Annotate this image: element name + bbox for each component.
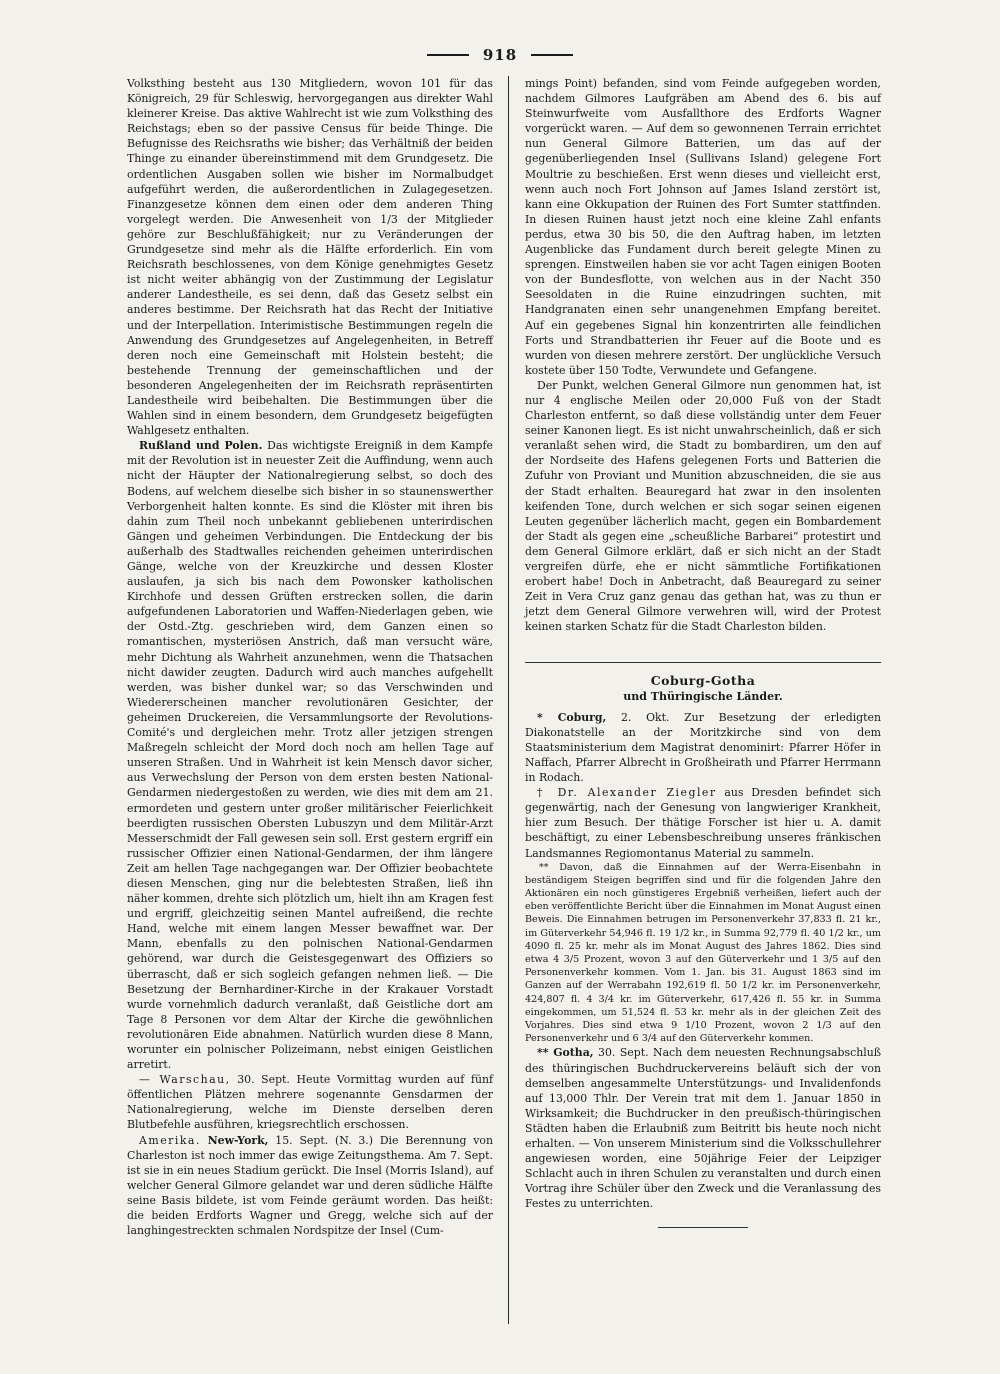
article-gotha-text: 30. Sept. Nach dem neuesten Rechnungsabschluß des thüringischen Buchdruckervereins beläuft sich der von demselben angesammelte Unterstützungs- und Invalidenfonds auf 13,000 Thlr. Der Verein trat mit dem 1. Januar 1850 in Wirksamkeit; die Buchdrucker in den preußisch-thüringischen Städten haben die Erlaubniß zum Beitritt bis heute noch nicht erhalten. — Von unserem Ministerium sind die Volksschullehrer angewiesen worden, eine 50jährige Feier der Leipziger Schlacht auch in ihren Schulen zu veranstalten und durch einen Vortrag ihre Schüler über den Zweck und die Veranlassung des Festes zu unterrichten. [525,1046,881,1211]
section-heading-america: Amerika. [139,1133,201,1147]
dateline-warsaw: — Warschau, [139,1073,231,1087]
section-heading-russia-poland: Rußland und Polen. [139,439,263,453]
right-column [525,76,881,1228]
article-warsaw-text: Heute Vormittag wurden auf fünf öffentlichen Plätzen mehrere sogenannte Gensdarmen der Nationalregierung, welche im Dienste derselben deren Blutbefehle ausführen, kriegsrechtlich erschossen. [127,1073,494,1132]
article-warsaw [127,1072,493,1132]
article-charleston: Der Punkt, welchen General Gilmore nun genommen hat, ist nur 4 englische Meilen oder 20,000 Fuß von der Stadt Charleston entfernt, so daß diese vollständig unter dem Feuer seiner Kanonen liegt. Es ist nicht unwahrscheinlich, daß er sich veranlaßt sehen wird, die Stadt zu bombardiren, um den auf der Nordseite des Hafens gelegenen Forts und Batterien die Zufuhr von Proviant und Munition abzuschneiden, die sie aus der Stadt erhalten. Beauregard hat zwar in den insolenten keifenden Tone, durch welchen er sich sogar seinen eigenen Leuten gegenüber lächerlich macht, gegen ein Bombardement der Stadt als gegen eine „scheußliche Barbarei“ protestirt und dem General Gilmore erklärt, daß er sich nicht an der Stadt vergreifen dürfe, ehe er nicht sämmtliche Fortifikationen erobert habe! Doch in Anbetracht, daß Beauregard zu seiner Zeit in Vera Cruz ganz genau das gethan hat, was zu thun er jetzt dem General Gilmore verwehren will, wird der Protest keinen starken Schatz für die Stadt Charleston bilden. [525,378,881,634]
article-coburg [525,710,881,785]
date-warsaw: 30. Sept. [237,1073,290,1087]
article-america [127,1133,493,1239]
section-title-coburg-gotha: Coburg-Gotha [525,662,881,688]
header-rule-left [427,54,469,56]
article-coburg-text: 2. Okt. Zur Besetzung der erledigten Diakonatstelle an der Moritzkirche sind von dem Staatsministerium dem Magistrat denominirt: Pfarrer Höfer in Naffach, Pfarrer Albrecht in Großheirath und Pfarrer Herrmann in Rodach. [525,710,881,785]
article-america-continued: mings Point) befanden, sind vom Feinde aufgegeben worden, nachdem Gilmores Laufgräben am Abend des 6. bis auf Steinwurfweite vom Ausfallthore des Erdforts Wagner vorgerückt waren. — Auf dem so gewonnenen Terrain errichtet nun General Gilmore Batterien, um das auf der gegenüberliegenden Insel (Sullivans Island) gelegene Fort Moultrie zu beschießen. Erst wenn dieses und vielleicht erst, wenn auch noch Fort Johnson auf James Island zerstört ist, kann eine Okkupation der Ruinen des Fort Sumter stattfinden. In diesen Ruinen haust jetzt noch eine kleine Zahl enfants perdus, etwa 30 bis 50, die den Auftrag haben, im letzten Augenblicke das Fundament durch bereit gelegte Minen zu sprengen. Einstweilen haben sie vor acht Tagen einigen Booten von der Bundesflotte, von welchen aus in der Nacht 350 Seesoldaten in die Ruine einzudringen suchten, mit Handgranaten einen sehr unangenehmen Empfang bereitet. Auf ein gegebenes Signal hin konzentrirten alle feindlichen Forts und Strandbatterien ihr Feuer auf die Boote und es wurden von diesen mehrere zerstört. Der unglückliche Versuch kostete über 150 Todte, Verwundete und Gefangene. [525,77,881,377]
article-russia-poland [127,438,493,1072]
article-america-text: Die Berennung von Charleston ist noch immer das ewige Zeitungsthema. Am 7. Sept. ist sie in ein neues Stadium gerückt. Die Insel (Morris Island), auf welcher General Gilmore gelandet war und deren südliche Hälfte seine Basis bildete, ist vom Feinde geräumt worden. Das heißt: die beiden Erdforts Wagner und Gregg, welche sich auf der langhingestreckten schmalen Nordspitze der Insel (Cum- [127,1133,493,1238]
section-subtitle: und Thüringische Länder. [623,689,783,703]
dateline-coburg: * Coburg, [537,710,607,724]
header-rule-right [531,54,573,56]
footnote-werra-railway: ** Davon, daß die Einnahmen auf der Werra-Eisenbahn in beständigem Steigen begriffen sind und für die folgenden Jahre den Aktionären ein noch günstigeres Ergebniß verheißen, liefert auch der eben veröffentlichte Bericht über die Einnahmen im Monat August einen Beweis. Die Einnahmen betrugen im Personenverkehr 37,833 fl. 21 kr., im Güterverkehr 54,946 fl. 19 1/2 kr., in Summa 92,779 fl. 40 1/2 kr., um 4090 fl. 25 kr. mehr als im Monat August des Jahres 1862. Dies sind etwa 4 3/5 Prozent, wovon 3 auf den Güterverkehr und 1 3/5 auf den Personenverkehr kommen. Vom 1. Jan. bis 31. August 1863 sind im Ganzen auf der Werrabahn 192,619 fl. 50 1/2 kr. im Personenverkehr, 424,807 fl. 4 3/4 kr. im Güterverkehr, 617,426 fl. 55 kr. in Summa eingekommen, um 51,524 fl. 53 kr. mehr als in der gleichen Zeit des Vorjahres. Dies sind etwa 9 1/10 Prozent, wovon 2 1/3 auf den Personenverkehr und 6 3/4 auf den Güterverkehr kommen. [525,861,881,1045]
article-ziegler-text: aus Dresden befindet sich gegenwärtig, nach der Genesung von langwieriger Krankheit, hier zum Besuch. Der thätige Forscher ist hier u. A. damit beschäftigt, zu einer Lebensbeschreibung unseres fränkischen Landsmannes Regiomontanus Material zu sammeln. [525,786,881,860]
article-russia-poland-text: Das wichtigste Ereigniß in dem Kampfe mit der Revolution ist in neuester Zeit die Auffindung, wenn auch nicht der Häupter der Nationalregierung selbst, so doch des Bodens, auf welchem dieselbe sich bisher in so staunenswerther Verborgenheit halten konnte. Es sind die Klöster mit ihren bis dahin zum Theil noch unbekannt gebliebenen unterirdischen Gängen und geheimen Verbindungen. Die Entdeckung der bis außerhalb des Stadtwalles reichenden geheimen unterirdischen Gänge, welche von der Kreuzkirche und dessen Kloster auslaufen, ja sich bis nach dem Powonsker katholischen Kirchhofe und dessen Grüften erstrecken sollen, die darin aufgefundenen Laboratorien und Waffen-Niederlagen geben, wie der Ostd.-Ztg. geschrieben wird, dem Ganzen einen so romantischen, mysteriösen Anstrich, daß man versucht wäre, mehr Dichtung als Wahrheit anzunehmen, wenn die Thatsachen nicht dawider zeugten. Dadurch wird auch manches aufgehellt werden, was bisher dunkel war; so das Verschwinden und Wiedererscheinen mancher revolutionären Gesichter, der geheimen Druckereien, die Versammlungsorte der Revolutions-Comité's und dergleichen mehr. Trotz aller jetzigen strengen Maßregeln schleicht der Mord doch noch am hellen Tage auf unseren Straßen. Und in Wahrheit ist kein Mensch davor sicher, aus Verwechslung der Person von dem ersten besten National-Gendarmen niedergestoßen zu werden, wie dies mit dem am 21. ermordeten und gestern unter großer militärischer Feierlichkeit beerdigten russischen Obersten Lubuszyn und dem Militär-Arzt Messerschmidt der Fall gewesen sein soll. Erst gestern ergriff ein russischer Offizier einen National-Gendarmen, der ihm längere Zeit am hellen Tage nachgegangen war. Der Offizier beobachtete diesen Menschen, ging nur die belebtesten Straßen, ließ ihn näher kommen, drehte sich plötzlich um, hielt ihn am Kragen fest und ergriff, gleichzeitig seinen Mantel aufreißend, die rechte Hand, welche mit einem langen Messer bewaffnet war. Der Mann, ebenfalls zu den polnischen National-Gendarmen gehörend, war durch die Geistesgegenwart des Offiziers so überrascht, daß er sich sogleich gefangen nehmen ließ. — Die Besetzung der Bernhardiner-Kirche in der Krakauer Vorstadt wurde vornehmlich dadurch veranlaßt, daß Geistliche dort am Tage 8 Personen vor dem Altar der Kirche die gewöhnlichen revolutionären Eide abnahmen. Natürlich wurden diese 8 Mann, worunter ein polnischer Polizeimann, nebst einigen Geistlichen arretirt. [127,439,493,1072]
left-column [127,76,493,1238]
page-header [0,44,1000,66]
article-gotha [525,1045,881,1211]
date-new-york: 15. Sept. (N. 3.) [275,1133,373,1147]
dateline-gotha: ** Gotha, [537,1046,594,1060]
name-ziegler: † Dr. Alexander Ziegler [537,786,717,800]
article-denmark-constitution: Volksthing besteht aus 130 Mitgliedern, wovon 101 für das Königreich, 29 für Schleswig, hervorgegangen aus direkter Wahl kleinerer Kreise. Das aktive Wahlrecht ist wie zum Volksthing des Reichstags; eben so der passive Census für beide Thinge. Die Befugnisse des Reichsraths wie bisher; das Verhältniß der beiden Thinge zu einander übereinstimmend mit dem Grundgesetz. Die ordentlichen Ausgaben sollen wie bisher im Normalbudget aufgeführt werden, die außerordentlichen in Zulagegesetzen. Finanzgesetze können dem einen oder dem anderen Thing vorgelegt werden. Die Anwesenheit von 1/3 der Mitglieder gehöre zur Beschlußfähigkeit; nur zu Veränderungen der Grundgesetze sind mehr als die Hälfte erforderlich. Ein vom Reichsrath beschlossenes, von dem Könige genehmigtes Gesetz ist nicht weiter abhängig von der Zustimmung der Legislatur anderer Landestheile, es sei denn, daß das Gesetz selbst ein anderes bestimme. Der Reichsrath hat das Recht der Initiative und der Interpellation. Interimistische Bestimmungen regeln die Anwendung des Grundgesetzes auf Angelegenheiten, in Betreff deren noch eine Gemeinschaft mit Holstein besteht; die bestehende Trennung der gemeinschaftlichen und der besonderen Angelegenheiten der im Reichsrath repräsentirten Landestheile wird beibehalten. Die Bestimmungen über die Wahlen sind in einem besondern, dem Grundgesetz beigefügten Wahlgesetz enthalten. [127,77,493,438]
column-divider [508,76,509,1324]
page-number: 918 [482,46,518,64]
end-rule [658,1227,748,1228]
article-ziegler [525,785,881,860]
dateline-new-york: New-York, [207,1133,269,1147]
